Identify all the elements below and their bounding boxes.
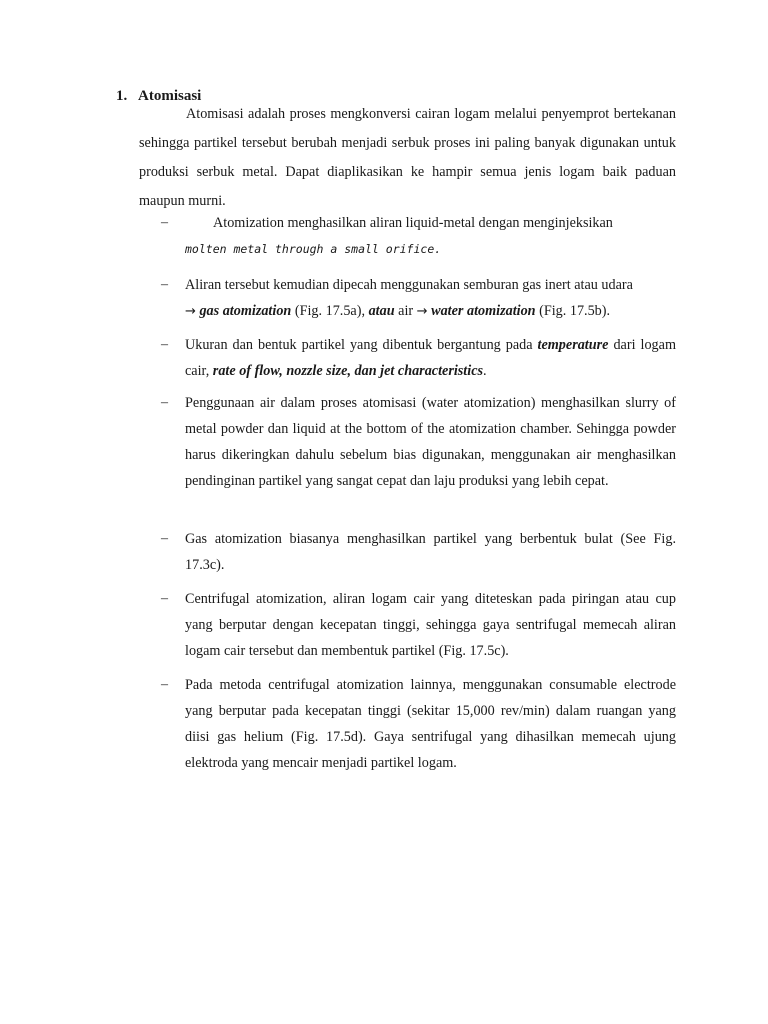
bullet-text: Atomization menghasilkan aliran liquid-metal dengan menginjeksikan molten metal through a small orifice. [185,215,613,256]
dash-icon: – [161,337,168,352]
bullet-text: Gas atomization biasanya menghasilkan partikel yang berbentuk bulat (See Fig. 17.3c). [185,531,676,573]
bullet-text: Aliran tersebut kemudian dipecah menggunakan semburan gas inert atau udara → gas atomization (Fig. 17.5a), atau air → water atomization (Fig. 17.5b). [185,277,633,319]
dash-icon: – [161,591,168,606]
dash-icon: – [161,531,168,546]
section-number: 1. [116,88,128,104]
intro-paragraph: Atomisasi adalah proses mengkonversi cairan logam melalui penyemprot bertekanan sehingga partikel tersebut berubah menjadi serbuk proses ini paling banyak digunakan untuk produksi serbuk metal. Dapat diaplikasikan ke hampir semua jenis logam baik paduan maupun murni. [139,106,676,209]
dash-icon: – [161,277,168,292]
dash-icon: – [161,215,168,230]
dash-icon: – [161,395,168,410]
arrow-icon: → [185,304,196,319]
bullet-text: Ukuran dan bentuk partikel yang dibentuk bergantung pada temperature dari logam cair, rate of flow, nozzle size, dan jet characteristics. [185,337,676,379]
dash-icon: – [161,677,168,692]
arrow-icon: → [416,304,428,319]
bullet-text: Penggunaan air dalam proses atomisasi (water atomization) menghasilkan slurry of metal powder dan liquid at the bottom of the atomization chamber. Sehingga powder harus dikeringkan dahulu sebelum bias digunakan, menggunakan air menghasilkan pendinginan partikel yang sangat cepat dan laju produksi yang lebih cepat. [185,395,676,489]
bullet-text: Pada metoda centrifugal atomization lainnya, menggunakan consumable electrode yang berputar pada kecepatan tinggi (sekitar 15,000 rev/min) dalam ruangan yang diisi gas helium (Fig. 17.5d). Gaya sentrifugal yang dihasilkan memecah ujung elektroda yang mencair menjadi partikel logam. [185,677,676,771]
section-title: Atomisasi [138,88,202,104]
bullet-text: Centrifugal atomization, aliran logam cair yang diteteskan pada piringan atau cup yang berputar dengan kecepatan tinggi, sehingga gaya sentrifugal memecah aliran logam cair tersebut dan membentuk partikel (Fig. 17.5c). [185,591,676,659]
